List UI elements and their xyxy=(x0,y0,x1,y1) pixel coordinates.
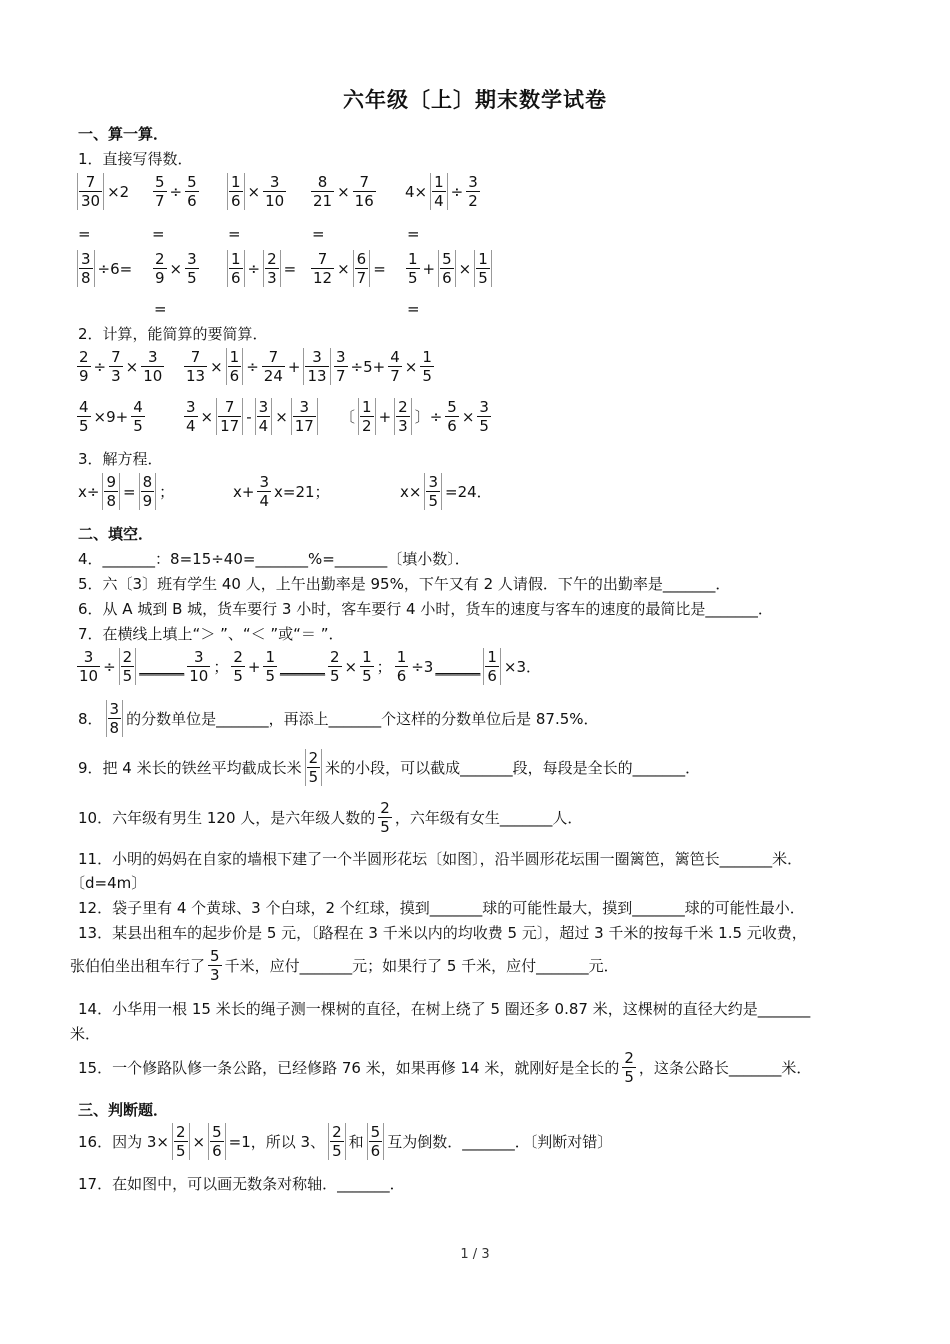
question-15: 15．一个修路队修一条公路，已经修路 76 米，如果再修 14 米，就刚好是全长的 $\frac{2}{5}$ ，这条公路长_______米． xyxy=(78,1049,812,1086)
q3-equation-3: x× $\frac{3}{5}$ =24． xyxy=(400,473,492,510)
q2-expr-4: $\frac{4}{5}$ ×9+ $\frac{4}{5}$ xyxy=(79,398,143,435)
question-1-label: 1．直接写得数． xyxy=(78,150,193,168)
q1-item-8: $\frac{1}{6}$ ÷ $\frac{2}{3}$ = xyxy=(226,250,296,287)
question-14-cont: 米． xyxy=(70,1025,101,1043)
question-12: 12．袋子里有 4 个黄球、3 个白球，2 个红球，摸到_______球的可能性最大，摸到_______球的可能性最小． xyxy=(78,899,805,917)
q1-item-1: $\frac{7}{30}$ ×2 xyxy=(76,173,129,210)
page-title: 六年级〔上〕期末数学试卷 xyxy=(343,88,607,112)
question-9: 9．把 4 米长的铁丝平均截成长米 $\frac{2}{5}$ 米的小段，可以截成_______段，每段是全长的_______． xyxy=(78,749,701,786)
q1-item-9: $\frac{7}{12}$ × $\frac{6}{7}$ = xyxy=(313,250,386,287)
q3-equation-1: x÷ $\frac{9}{8}$ = $\frac{8}{9}$ ； xyxy=(78,473,175,510)
equals-sign: = xyxy=(228,225,241,243)
equals-sign: = xyxy=(152,225,165,243)
q7-comparisons: $\frac{3}{10}$ ÷ $\frac{2}{5}$ ______ $\frac{3}{10}$ ； $\frac{2}{5}$ + $\frac{1}{5}$ ______ $\frac{2}{5}$ × $\frac{1}{5}$ ； $\frac{1}{6}$ ÷3 ______ $\frac{1}{6}$ ×3． xyxy=(79,648,542,685)
question-4: 4．_______：8=15÷40=_______%=_______〔填小数〕． xyxy=(78,550,470,568)
question-13-cont: 张伯伯坐出租车行了 $\frac{5}{3}$ 千米，应付_______元；如果行了 5 千米，应付_______元． xyxy=(70,947,619,984)
q2-expr-1: $\frac{2}{9}$ ÷ $\frac{7}{3}$ × $\frac{3}{10}$ xyxy=(79,348,163,385)
question-13: 13．某县出租车的起步价是 5 元，〔路程在 3 千米以内的均收费 5 元〕，超过 3 千米的按每千米 1.5 元收费， xyxy=(78,924,807,942)
question-8: 8． $\frac{3}{8}$ 的分数单位是_______，再添上_______个这样的分数单位后是 87.5%． xyxy=(78,700,599,737)
section-heading-1: 一、算一算． xyxy=(78,125,169,143)
q1-item-7: $\frac{2}{9}$ × $\frac{3}{5}$ xyxy=(155,250,197,287)
equals-sign: = xyxy=(407,300,420,318)
section-heading-2: 二、填空． xyxy=(78,525,154,543)
question-14: 14．小华用一根 15 米长的绳子测一棵树的直径，在树上绕了 5 圈还多 0.87 米，这棵树的直径大约是_______ xyxy=(78,1000,811,1018)
equals-sign: = xyxy=(407,225,420,243)
q2-expr-6: 〔 $\frac{1}{2}$ + $\frac{2}{3}$ 〕÷ $\frac{5}{6}$ × $\frac{3}{5}$ xyxy=(340,398,489,435)
question-2-label: 2．计算，能简算的要简算． xyxy=(78,325,268,343)
q1-item-3: $\frac{1}{6}$ × $\frac{3}{10}$ xyxy=(226,173,287,210)
equals-sign: = xyxy=(312,225,325,243)
q2-expr-2: $\frac{7}{13}$ × $\frac{1}{6}$ ÷ $\frac{7}{24}$ + $\frac{3}{13}$ xyxy=(183,348,332,385)
q1-item-6: $\frac{3}{8}$ ÷6= xyxy=(76,250,132,287)
question-7-label: 7．在横线上填上“＞ ”、“＜ ”或“＝ ”． xyxy=(78,625,344,643)
q1-item-2: $\frac{5}{7}$ ÷ $\frac{5}{6}$ xyxy=(155,173,197,210)
equals-sign: = xyxy=(154,300,167,318)
q2-expr-5: $\frac{3}{4}$ × $\frac{7}{17}$ - $\frac{3}{4}$ × $\frac{3}{17}$ xyxy=(183,398,319,435)
question-17: 17．在如图中，可以画无数条对称轴．_______． xyxy=(78,1175,405,1193)
question-6: 6．从 A 城到 B 城，货车要行 3 小时，客车要行 4 小时，货车的速度与客车的速度的最简比是_______． xyxy=(78,600,773,618)
equals-sign: = xyxy=(78,225,91,243)
page-number: 1 / 3 xyxy=(460,1247,490,1262)
question-10: 10．六年级有男生 120 人，是六年级人数的 $\frac{2}{5}$ ，六年级有女生_______人． xyxy=(78,799,583,836)
section-heading-3: 三、判断题． xyxy=(78,1101,169,1119)
q3-equation-2: x+ $\frac{3}{4}$ x=21； xyxy=(233,473,330,510)
q2-expr-3: $\frac{3}{7}$ ÷5+ $\frac{4}{7}$ × $\frac{1}{5}$ xyxy=(336,348,432,385)
question-11-note: 〔d=4m〕 xyxy=(70,874,147,892)
question-11: 11．小明的妈妈在自家的墙根下建了一个半圆形花坛〔如图〕，沿半圆形花坛围一圈篱笆，篱笆长_______米． xyxy=(78,850,803,868)
question-3-label: 3．解方程． xyxy=(78,450,163,468)
question-5: 5．六〔3〕班有学生 40 人，上午出勤率是 95%，下午又有 2 人请假．下午的出勤率是_______． xyxy=(78,575,731,593)
q1-item-5: 4× $\frac{1}{4}$ ÷ $\frac{3}{2}$ xyxy=(405,173,478,210)
q1-item-4: $\frac{8}{21}$ × $\frac{7}{16}$ xyxy=(313,173,374,210)
question-16: 16．因为 3× $\frac{2}{5}$ × $\frac{5}{6}$ =1，所以 3、 $\frac{2}{5}$ 和 $\frac{5}{6}$ 互为倒数．_______．〔判断对错〕 xyxy=(78,1123,613,1160)
q1-item-10: $\frac{1}{5}$ + $\frac{5}{6}$ × $\frac{1}{5}$ xyxy=(405,250,493,287)
